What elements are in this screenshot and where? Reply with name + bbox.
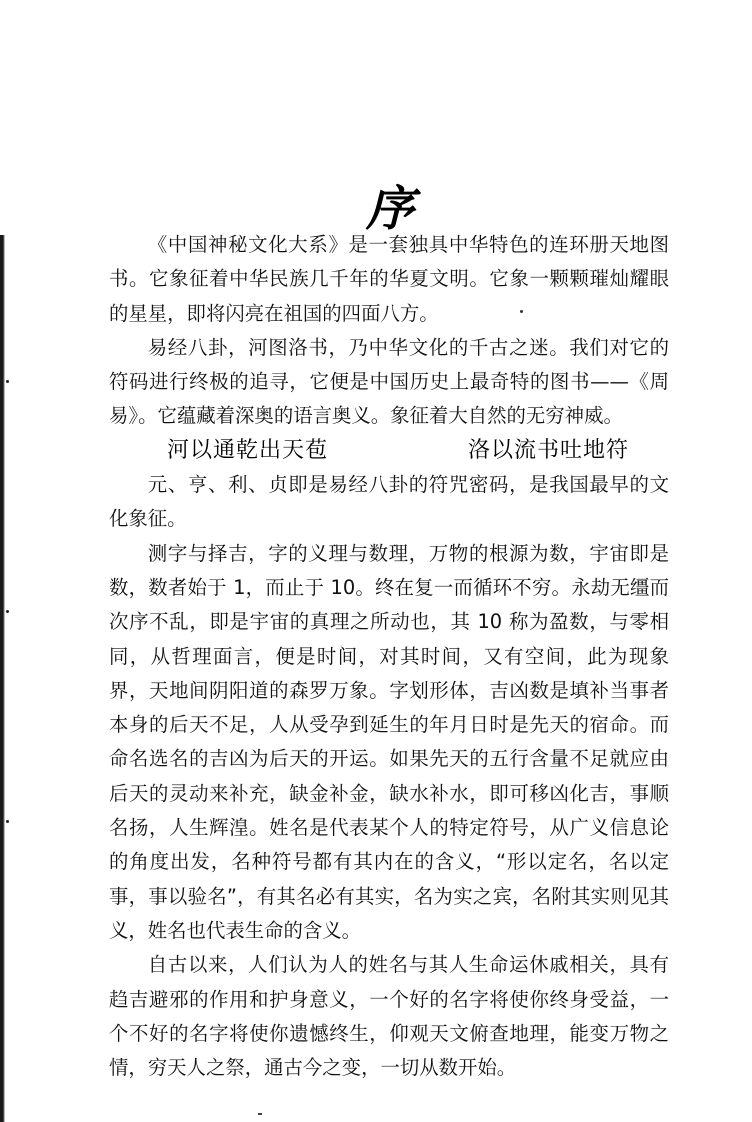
paragraph: 自古以来，人们认为人的姓名与其人生命运休戚相关，具有趋吉避邪的作用和护身意义，一个好的名字将使你终身受益，一个不好的名字将使你遗憾终生，仰观天文俯查地理，能变万物之情，穷天人之祭，通古今之变，一切从数开始。 [109,953,669,1080]
paragraph: 元、亨、利、贞即是易经八卦的符咒密码，是我国最早的文化象征。 [109,473,669,531]
scan-speck [6,820,9,823]
binding-edge [0,235,5,1122]
page-title: 序 [365,181,414,238]
motto-right: 洛以流书吐地符 [467,437,629,463]
paragraph: 易经八卦，河图洛书，乃中华文化的千古之迷。我们对它的符码进行终极的追寻，它便是中国历史上最奇特的图书——《周易》。它蕴藏着深奥的语言奥义。象征着大自然的无穷神威。 [109,335,669,428]
motto-couplet [109,434,669,468]
preface-body [109,228,669,1085]
paragraph: 《中国神秘文化大系》是一套独具中华特色的连环册天地图书。它象征着中华民族几千年的华夏文明。它象一颗颗璀灿耀眼的星星，即将闪亮在祖国的四面八方。 [109,233,669,325]
scan-speck [6,610,9,613]
paragraph: 测字与择吉，字的义理与数理，万物的根源为数，宇宙即是数，数者始于 1，而止于 10。终在复一而循环不穷。永劫无缰而次序不乱，即是宇宙的真理之所动也，其 10 称为盈数，与零相同，从哲理面言，便是时间，对其时间，又有空间，此为现象界，天地间阴阳道的森罗万象。字划形体，吉凶数是填补当事者本身的后天不足，人从受孕到延生的年月日时是先天的宿命。而命名选名的吉凶为后天的开运。如果先天的五行含量不足就应由后天的灵动来补充，缺金补金，缺水补水，即可移凶化吉，事顺名扬，人生辉湟。姓名是代表某个人的特定符号，从广义信息论的角度出发，名种符号都有其内在的含义，“形以定名，名以定事，事以验名”，有其名必有其实，名为实之宾，名附其实则见其义，姓名也代表生命的含义。 [109,541,669,942]
motto-left: 河以通乾出天苞 [167,437,329,463]
scan-mark [258,1113,262,1115]
scan-speck [6,380,9,383]
